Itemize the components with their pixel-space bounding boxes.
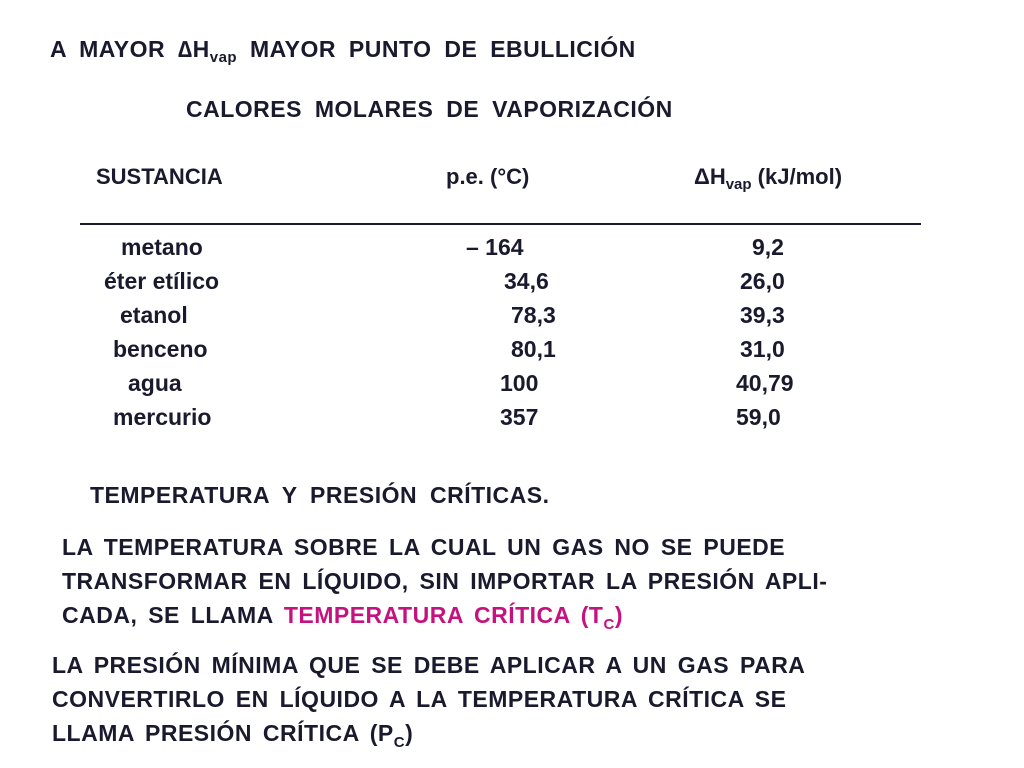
section-title: TEMPERATURA Y PRESIÓN CRÍTICAS. — [90, 482, 550, 508]
close-paren: ) — [614, 602, 624, 628]
row-boiling-point: 100 — [500, 370, 539, 396]
line-prefix: LLAMA PRESIÓN CRÍTICA (P — [52, 720, 394, 746]
critical-pressure-subscript: C — [393, 734, 406, 751]
row-name: metano — [121, 234, 203, 260]
row-name: benceno — [113, 336, 208, 362]
row-boiling-point: – 164 — [466, 234, 524, 260]
row-enthalpy: 40,79 — [736, 370, 794, 396]
main-heading-prefix: A MAYOR — [50, 36, 179, 62]
close-paren: ) — [405, 720, 414, 746]
paragraph-line: CONVERTIRLO EN LÍQUIDO A LA TEMPERATURA CRÍTICA SE — [52, 686, 787, 712]
column-header-enthalpy — [694, 164, 842, 193]
row-enthalpy: 39,3 — [740, 302, 785, 328]
row-name: agua — [128, 370, 182, 396]
row-name: mercurio — [113, 404, 212, 430]
table-title: CALORES MOLARES DE VAPORIZACIÓN — [186, 96, 673, 122]
row-boiling-point: 34,6 — [504, 268, 549, 294]
enthalpy-header-unit: (kJ/mol) — [751, 164, 843, 189]
paragraph-line: LA PRESIÓN MÍNIMA QUE SE DEBE APLICAR A UN GAS PARA — [52, 652, 806, 678]
enthalpy-header-symbol: ΔH — [694, 164, 726, 189]
critical-temperature-paragraph — [62, 530, 827, 642]
column-header-substance: SUSTANCIA — [96, 164, 223, 189]
row-name: éter etílico — [104, 268, 220, 294]
row-enthalpy: 59,0 — [736, 404, 781, 430]
line-prefix: CADA, SE LLAMA — [62, 602, 284, 628]
vap-subscript: vap — [209, 49, 238, 66]
column-header-boiling-point: p.e. (°C) — [446, 164, 530, 189]
row-enthalpy: 26,0 — [740, 268, 785, 294]
row-enthalpy: 9,2 — [752, 234, 784, 260]
row-boiling-point: 80,1 — [511, 336, 556, 362]
paragraph-line: TRANSFORMAR EN LÍQUIDO, SIN IMPORTAR LA PRESIÓN APLI- — [62, 568, 828, 594]
delta-symbol: ∆ — [178, 36, 193, 62]
main-heading — [50, 36, 636, 66]
row-name: etanol — [120, 302, 188, 328]
critical-temperature-label: TEMPERATURA CRÍTICA (T — [283, 602, 604, 628]
row-boiling-point: 357 — [500, 404, 539, 430]
table-divider — [80, 223, 921, 225]
paragraph-line — [52, 716, 805, 760]
row-boiling-point: 78,3 — [511, 302, 556, 328]
critical-pressure-paragraph — [52, 648, 805, 760]
enthalpy-symbol: H — [192, 36, 210, 62]
row-enthalpy: 31,0 — [740, 336, 785, 362]
paragraph-line: LA TEMPERATURA SOBRE LA CUAL UN GAS NO SE PUEDE — [62, 534, 786, 560]
main-heading-suffix: MAYOR PUNTO DE EBULLICIÓN — [237, 36, 636, 62]
critical-temperature-subscript: C — [603, 616, 615, 633]
critical-temperature-term — [283, 602, 624, 633]
paragraph-line — [62, 598, 827, 642]
enthalpy-header-subscript: vap — [725, 176, 752, 193]
